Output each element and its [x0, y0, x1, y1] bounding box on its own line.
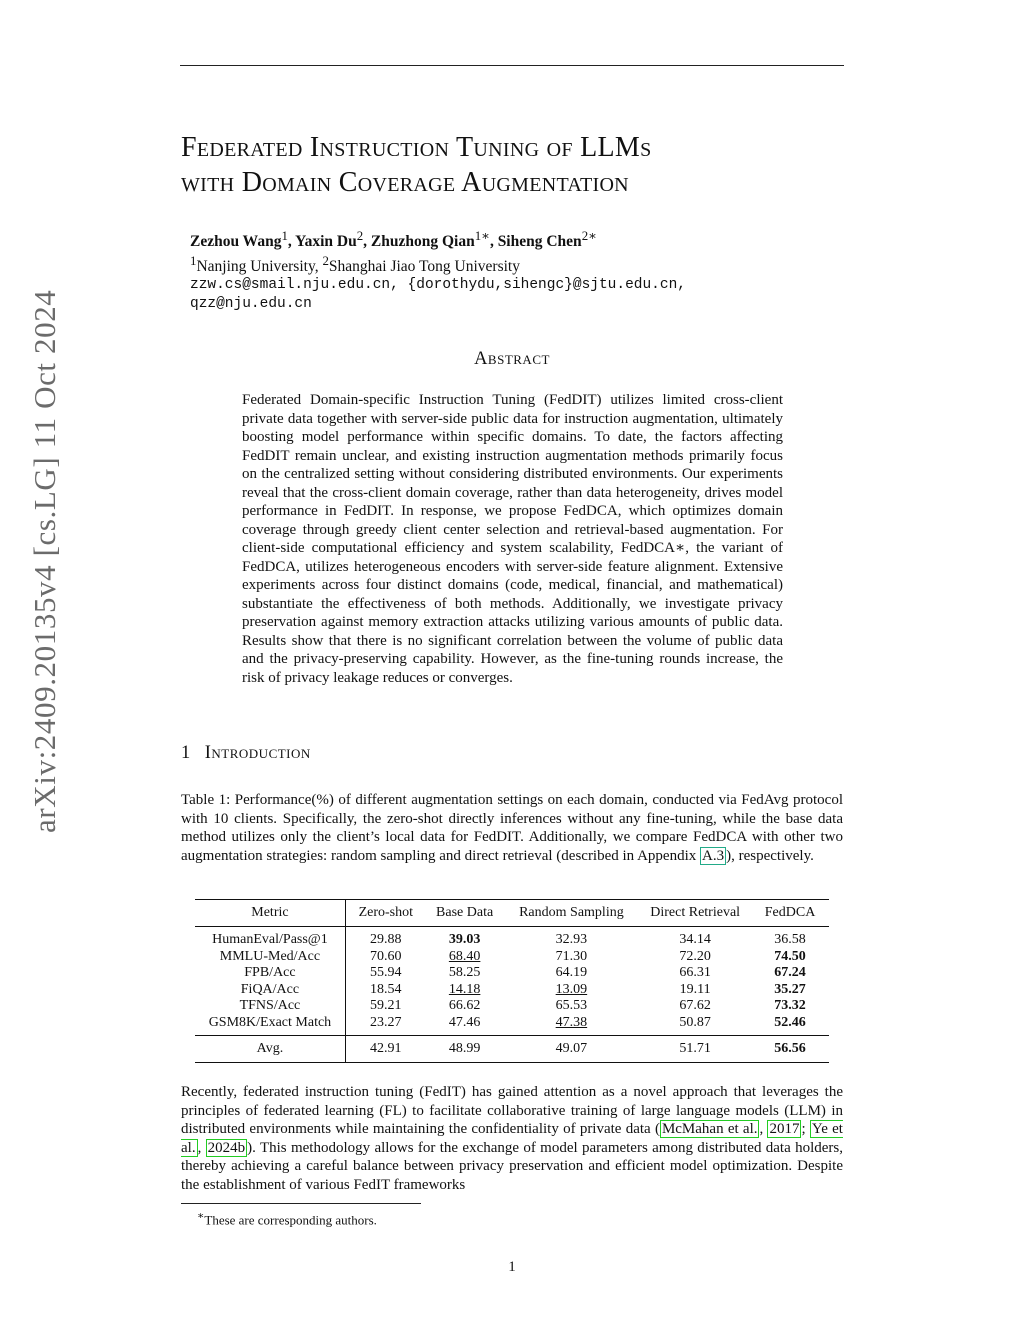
col-header: Zero-shot: [345, 900, 425, 927]
footnote-rule: [181, 1203, 421, 1204]
header-rule: [180, 65, 844, 66]
author-name: Zezhou Wang: [190, 233, 282, 251]
table-avg-row: Avg. 42.91 48.99 49.07 51.71 56.56: [195, 1036, 829, 1063]
title-line-2: with Domain Coverage Augmentation: [181, 167, 629, 198]
author-affil-mark: 2: [356, 228, 364, 243]
affiliations: $^1$Nanjing University, $^2$Shanghai Jiao Tong University: [190, 253, 520, 276]
paper-title: [181, 130, 861, 200]
section-heading: [181, 743, 311, 764]
author-name: Yaxin Du: [295, 233, 357, 251]
author-name: Zhuzhong Qian: [370, 233, 475, 251]
author-affil-mark: 2∗: [581, 228, 597, 243]
abstract-heading: Abstract: [474, 349, 550, 369]
footnote-mark: ∗: [197, 1210, 205, 1222]
page-number: 1: [508, 1259, 516, 1275]
footnote: ∗These are corresponding authors.: [197, 1210, 377, 1228]
col-header: FedDCA: [751, 900, 829, 927]
appendix-link[interactable]: A.3: [702, 847, 725, 864]
table-row: MMLU-Med/Acc 70.60 68.40 71.30 72.20 74.50: [195, 949, 829, 966]
col-header: Random Sampling: [504, 900, 640, 927]
abstract-body: Federated Domain-specific Instruction Tuning (FedDIT) utilizes limited cross-client private data together with server-side public data for instruction augmentation, ultimately boosting model performance within specific domains. To date, the factors affecting FedDIT remain unclear, and existing instruction augmentation methods primarily focus on the centralized setting without considering distributed environments. Our experiments reveal that the cross-client domain coverage, rather than data heterogeneity, drives model performance in FedDIT. In response, we propose FedDCA, which optimizes domain coverage through greedy client center selection and retrieval-based augmentation. For client-side computational efficiency and system scalability, FedDCA∗, the variant of FedDCA, utilizes heterogeneous encoders with server-side feature alignment. Extensive experiments across four distinct domains (code, medical, financial, and mathematical) substantiate the effectiveness of both methods. Additionally, we investigate privacy preservation against memory extraction attacks utilizing various amounts of public data. Results show that there is no significant correlation between the volume of public data and the privacy-preserving capability. However, as the fine-tuning rounds increase, the risk of privacy leakage reduces or converges.: [242, 392, 783, 686]
citation-link[interactable]: Ye et al.: [181, 1121, 843, 1156]
col-header: Direct Retrieval: [639, 900, 751, 927]
results-table: [195, 899, 829, 1063]
author-affil-mark: 1: [281, 228, 288, 243]
affiliation-2: Shanghai Jiao Tong University: [328, 258, 520, 276]
author-affil-mark: 1∗: [474, 228, 490, 243]
section-title: Introduction: [204, 743, 311, 763]
citation-link[interactable]: 2017: [769, 1121, 800, 1137]
table-row: GSM8K/Exact Match 23.27 47.46 47.38 50.87 52.46: [195, 1015, 829, 1036]
col-header: Base Data: [426, 900, 504, 927]
table-header-row: [195, 900, 829, 927]
section-number: 1: [181, 743, 191, 763]
title-line-1: Federated Instruction Tuning of LLMs: [181, 132, 652, 163]
emails-line-1: zzw.cs@smail.nju.edu.cn, {dorothydu,sihengc}@sjtu.edu.cn,: [190, 277, 686, 294]
intro-paragraph: Recently, federated instruction tuning (FedIT) has gained attention as a novel approach that leverages the principles of federated learning (FL) to facilitate collaborative training of large language models (LLM) in distributed environments while maintaining the confidentiality of private data ( McMahan et al. , 2017 ; Ye et al. , 2024b ). This methodology allows for the exchange of model parameters among distributed data holders, thereby achieving a careful balance between privacy preservation and efficient model optimization. Despite the establishment of various FedIT frameworks: [181, 1084, 843, 1193]
arxiv-identifier: arXiv:2409.20135v4 [cs.LG] 11 Oct 2024: [27, 289, 62, 833]
citation-link[interactable]: 2024b: [207, 1139, 246, 1156]
table-row: TFNS/Acc 59.21 66.62 65.53 67.62 73.32: [195, 998, 829, 1015]
table-row: FPB/Acc 55.94 58.25 64.19 66.31 67.24: [195, 965, 829, 982]
col-header: Metric: [195, 900, 345, 927]
table-caption: Table 1: Performance(%) of different augmentation settings on each domain, conducted via FedAvg protocol with 10 clients. Specifically, the zero-shot directly inferences without any fine-tuning, while the base data method utilizes only the client’s local data for FedDIT. Additionally, we compare FedDCA with other two augmentation strategies: random sampling and direct retrieval (described in Appendix A.3 ), respectively.: [181, 792, 843, 864]
author-list: Zezhou Wang$^1$, Yaxin Du$^2$, Zhuzhong Qian$^{1∗}$, Siheng Chen$^{2∗}$: [190, 228, 597, 251]
author-block: [190, 226, 850, 314]
table-row: HumanEval/Pass@1 29.88 39.03 32.93 34.14 36.58: [195, 927, 829, 949]
emails-line-2: qzz@nju.edu.cn: [190, 296, 312, 313]
table-row: FiQA/Acc 18.54 14.18 13.09 19.11 35.27: [195, 982, 829, 999]
citation-link[interactable]: McMahan et al.: [661, 1121, 758, 1137]
affiliation-1: Nanjing University,: [196, 258, 323, 276]
author-name: Siheng Chen: [497, 233, 582, 251]
